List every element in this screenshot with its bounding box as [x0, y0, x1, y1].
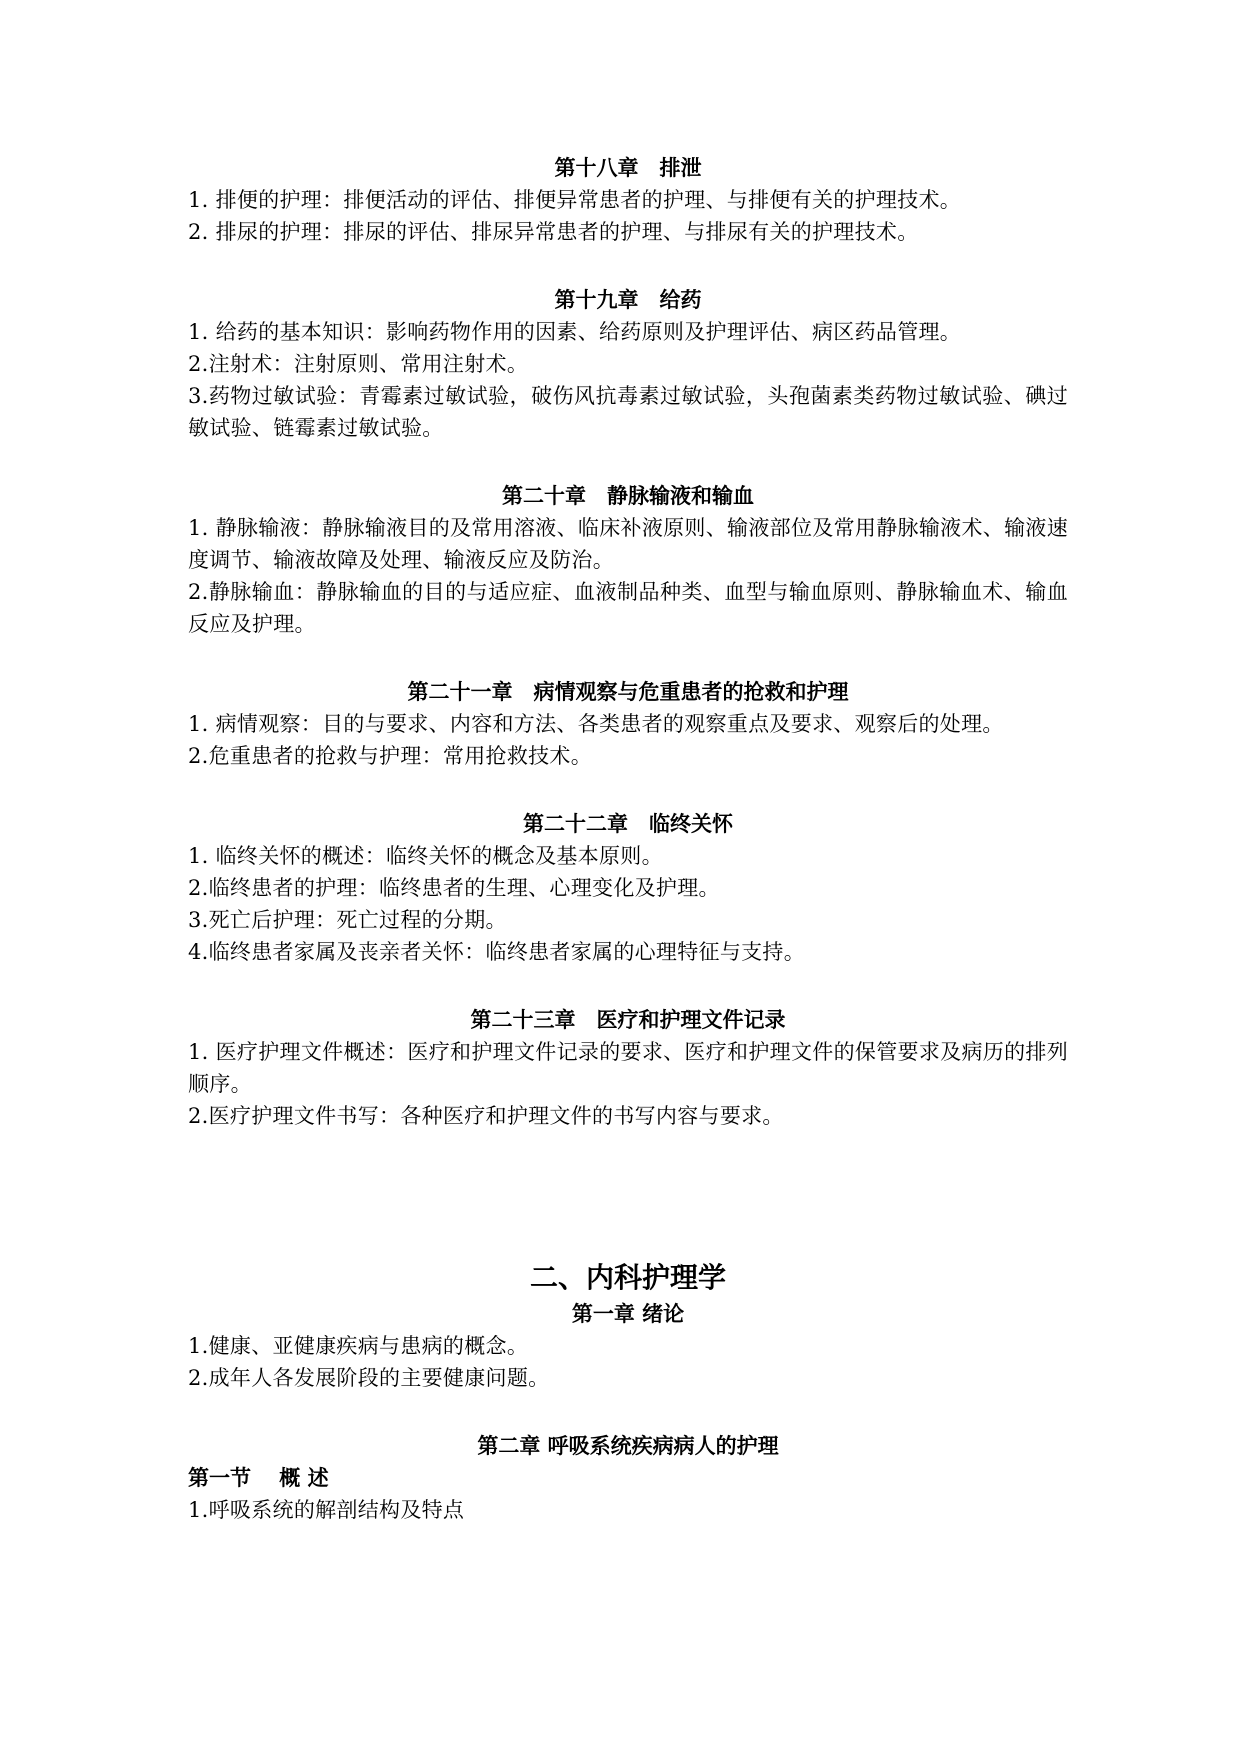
chapter-title-19: 第十九章 给药	[554, 287, 702, 312]
subsection-title: 第一节 概 述	[188, 1465, 329, 1490]
chapter-title-internal-1: 第一章 绪论	[571, 1301, 685, 1326]
spacer	[188, 640, 1068, 676]
chapter-title-20: 第二十章 静脉输液和输血	[502, 483, 754, 508]
spacer	[188, 1132, 1068, 1258]
list-item: 1. 医疗护理文件概述：医疗和护理文件记录的要求、医疗和护理文件的保管要求及病历的排列顺序。	[188, 1040, 1068, 1096]
list-item: 1. 临终关怀的概述：临终关怀的概念及基本原则。	[188, 844, 663, 868]
list-item: 1. 给药的基本知识：影响药物作用的因素、给药原则及护理评估、病区药品管理。	[188, 320, 962, 344]
spacer	[188, 968, 1068, 1004]
list-item: 1. 病情观察：目的与要求、内容和方法、各类患者的观察重点及要求、观察后的处理。	[188, 712, 1004, 736]
chapter-title-internal-2: 第二章 呼吸系统疾病病人的护理	[477, 1433, 779, 1458]
list-item: 2. 排尿的护理：排尿的评估、排尿异常患者的护理、与排尿有关的护理技术。	[188, 220, 919, 244]
list-item: 2.临终患者的护理：临终患者的生理、心理变化及护理。	[188, 876, 720, 900]
list-item: 3.药物过敏试验：青霉素过敏试验，破伤风抗毒素过敏试验，头孢菌素类药物过敏试验、碘过敏试验、链霉素过敏试验。	[188, 384, 1068, 440]
list-item: 1.呼吸系统的解剖结构及特点	[188, 1498, 465, 1522]
list-item: 1.健康、亚健康疾病与患病的概念。	[188, 1334, 529, 1358]
list-item: 1. 静脉输液：静脉输液目的及常用溶液、临床补液原则、输液部位及常用静脉输液术、输液速度调节、输液故障及处理、输液反应及防治。	[188, 516, 1068, 572]
spacer	[188, 248, 1068, 284]
list-item: 2.静脉输血：静脉输血的目的与适应症、血液制品种类、血型与输血原则、静脉输血术、输血反应及护理。	[188, 580, 1068, 636]
chapter-title-21: 第二十一章 病情观察与危重患者的抢救和护理	[407, 679, 849, 704]
chapter-title-22: 第二十二章 临终关怀	[523, 811, 733, 836]
list-item: 2.成年人各发展阶段的主要健康问题。	[188, 1366, 550, 1390]
list-item: 1. 排便的护理：排便活动的评估、排便异常患者的护理、与排便有关的护理技术。	[188, 188, 962, 212]
list-item: 3.死亡后护理：死亡过程的分期。	[188, 908, 507, 932]
spacer	[188, 772, 1068, 808]
chapter-title-18: 第十八章 排泄	[554, 155, 702, 180]
chapter-title-23: 第二十三章 医疗和护理文件记录	[470, 1007, 786, 1032]
part-title: 二、内科护理学	[529, 1261, 726, 1294]
list-item: 4.临终患者家属及丧亲者关怀：临终患者家属的心理特征与支持。	[188, 940, 806, 964]
spacer	[188, 1394, 1068, 1430]
list-item: 2.危重患者的抢救与护理：常用抢救技术。	[188, 744, 593, 768]
document-content	[188, 152, 1068, 1526]
list-item: 2.医疗护理文件书写：各种医疗和护理文件的书写内容与要求。	[188, 1104, 784, 1128]
spacer	[188, 444, 1068, 480]
list-item: 2.注射术：注射原则、常用注射术。	[188, 352, 529, 376]
